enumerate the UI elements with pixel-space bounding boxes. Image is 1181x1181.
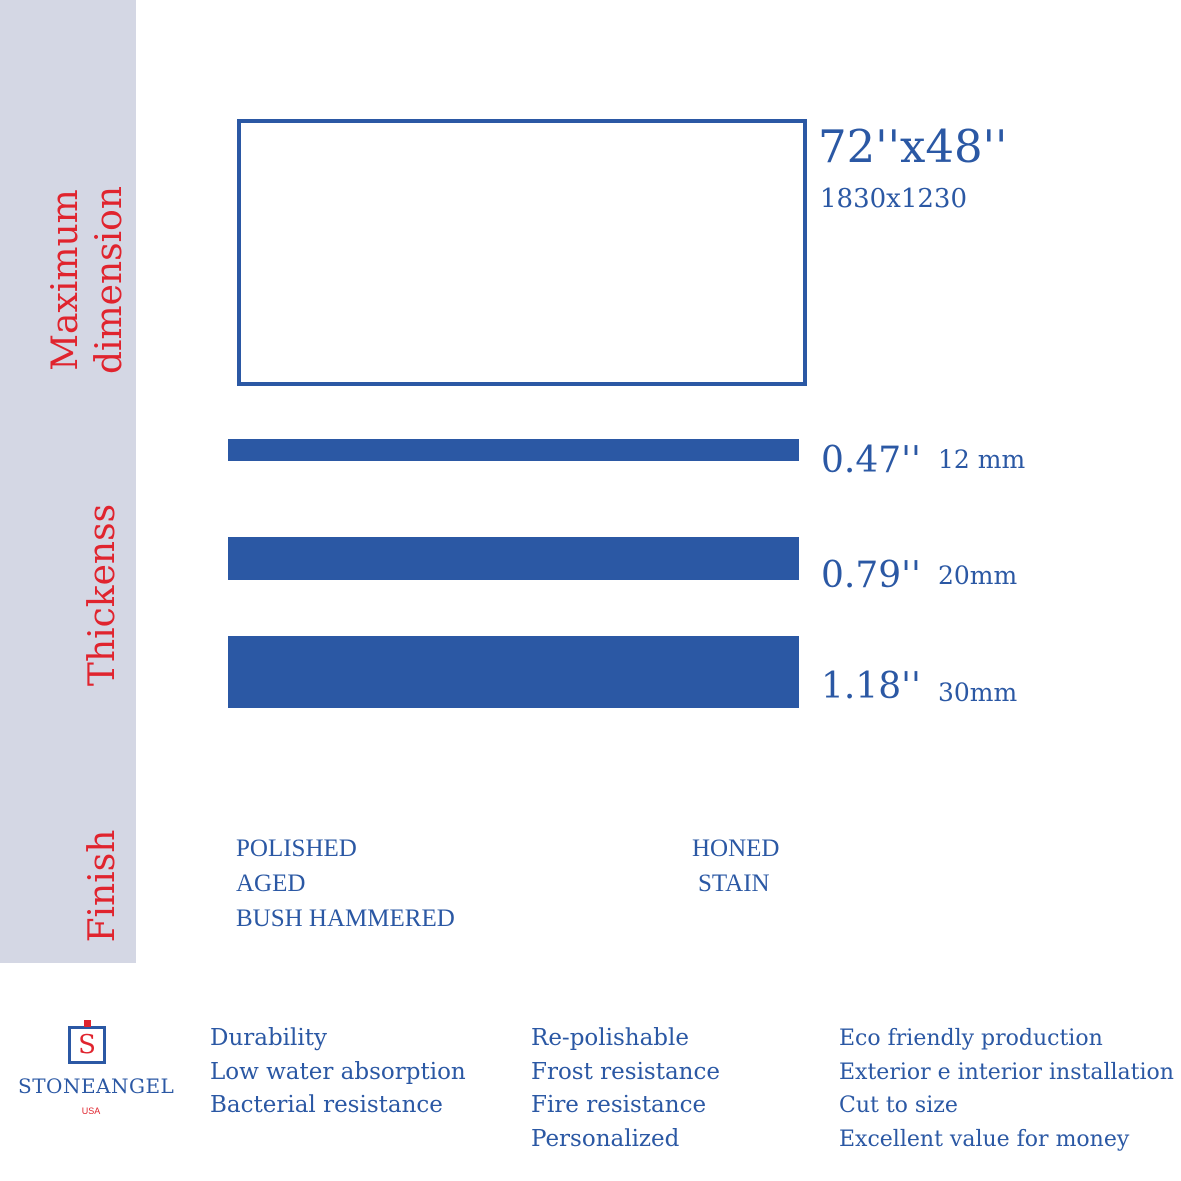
finish-item: HONED bbox=[692, 835, 780, 862]
finish-item: BUSH HAMMERED bbox=[236, 905, 455, 932]
thickness-mm: 30mm bbox=[938, 678, 1018, 707]
thickness-inches: 0.47'' bbox=[821, 440, 921, 481]
logo-letter: S bbox=[78, 1030, 96, 1060]
feature-item: Excellent value for money bbox=[839, 1126, 1130, 1152]
finish-label bbox=[81, 830, 125, 943]
thickness-bar-12mm bbox=[228, 439, 799, 461]
feature-item: Frost resistance bbox=[531, 1058, 720, 1085]
feature-item: Personalized bbox=[531, 1125, 680, 1152]
dimension-imperial: 72''x48'' bbox=[818, 120, 1008, 173]
features-col-1 bbox=[210, 1022, 466, 1123]
feature-item: Cut to size bbox=[839, 1093, 958, 1118]
features-col-2 bbox=[531, 1022, 720, 1156]
logo-sub: USA bbox=[81, 1106, 101, 1116]
thickness-bar-30mm bbox=[228, 636, 799, 708]
max-dimension-label-line1: Maximum bbox=[45, 189, 86, 371]
feature-item: Re-polishable bbox=[531, 1025, 690, 1051]
thickness-mm: 12 mm bbox=[938, 445, 1026, 474]
thickness-mm: 20mm bbox=[938, 561, 1018, 590]
feature-item: Durability bbox=[210, 1025, 327, 1051]
thickness-inches: 1.18'' bbox=[821, 666, 921, 707]
finish-item: STAIN bbox=[698, 870, 770, 897]
thickness-bar-20mm bbox=[228, 537, 799, 580]
sidebar-panel bbox=[0, 0, 136, 963]
feature-item: Low water absorption bbox=[210, 1058, 466, 1085]
dimension-metric: 1830x1230 bbox=[820, 184, 967, 214]
feature-item: Eco friendly production bbox=[839, 1026, 1103, 1051]
features-col-3 bbox=[839, 1022, 1174, 1156]
thickness-label-text: Thickenss bbox=[82, 503, 123, 687]
feature-item: Exterior e interior installation bbox=[839, 1059, 1174, 1085]
logo-name: STONEANGEL bbox=[18, 1074, 175, 1098]
thickness-inches: 0.79'' bbox=[821, 555, 921, 596]
feature-item: Fire resistance bbox=[531, 1092, 707, 1118]
finish-list-left bbox=[236, 831, 455, 936]
max-dimension-label bbox=[44, 186, 132, 374]
max-dimension-label-line2: dimension bbox=[89, 185, 130, 375]
finish-list-right bbox=[692, 831, 780, 901]
finish-item: POLISHED bbox=[236, 835, 357, 862]
thickness-label bbox=[81, 504, 125, 686]
max-dimension-box bbox=[237, 119, 807, 386]
finish-label-text: Finish bbox=[82, 829, 123, 943]
feature-item: Bacterial resistance bbox=[210, 1092, 443, 1118]
finish-item: AGED bbox=[236, 870, 306, 897]
stoneangel-logo bbox=[18, 1018, 175, 1128]
